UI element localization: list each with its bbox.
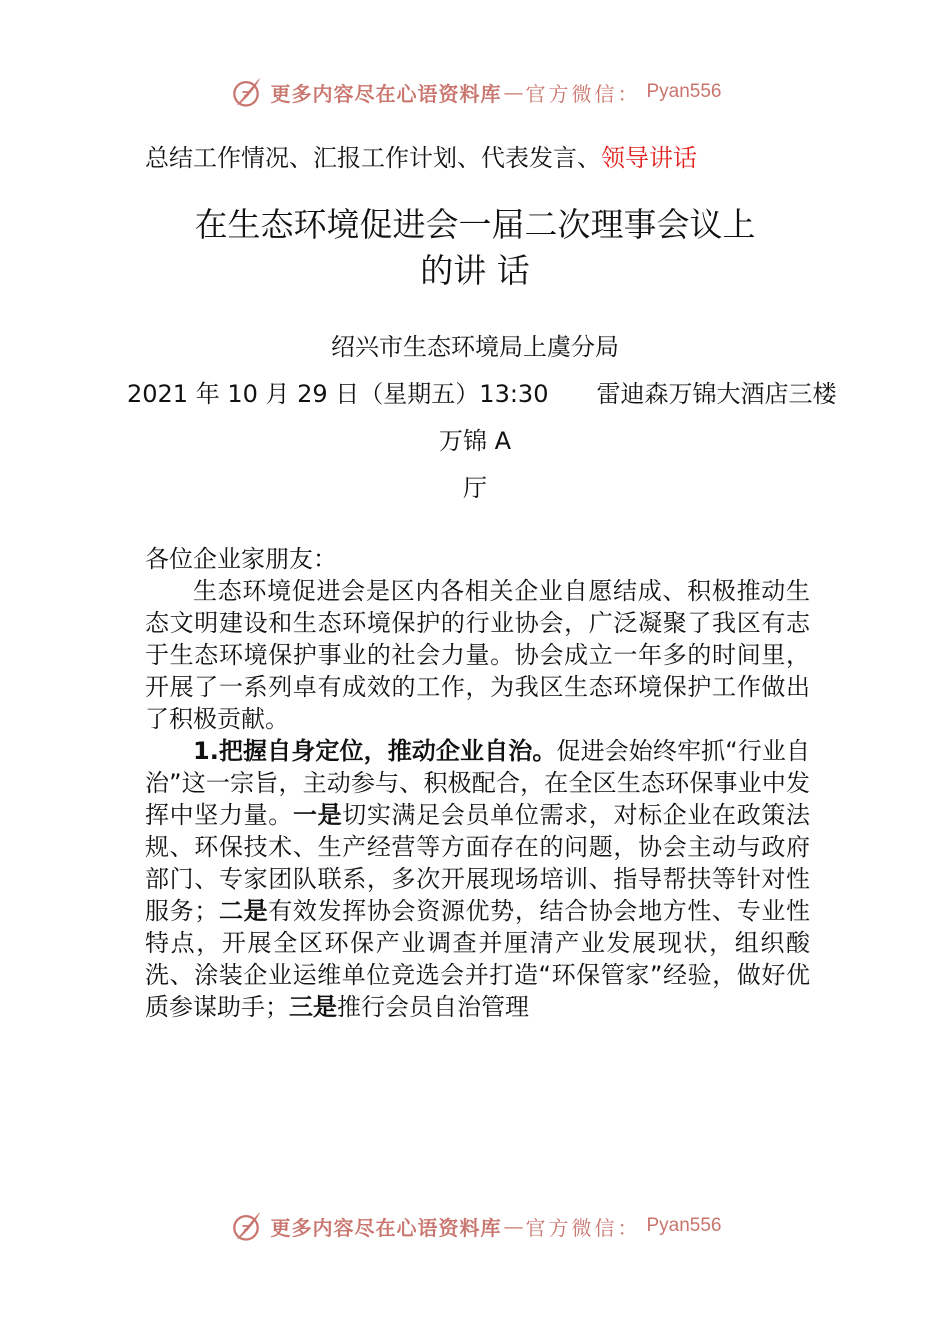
place-part-1: 雷迪森万锦大酒店三楼 <box>596 380 837 408</box>
banner-label: 官方微信： <box>525 81 641 106</box>
banner-wechat-id: Pyan556 <box>646 81 722 102</box>
category-prefix: 总结工作情况、汇报工作计划、代表发言、 <box>145 144 601 172</box>
datetime: 2021 年 10 月 29 日（星期五）13:30 <box>127 380 549 408</box>
greeting: 各位企业家朋友： <box>145 545 337 573</box>
organization: 绍兴市生态环境局上虞分局 <box>331 333 619 361</box>
paragraph-2 <box>145 735 810 1023</box>
paragraph-1: 生态环境促进会是区内各相关企业自愿结成、积极推动生态文明建设和生态环境保护的行业协会，广泛凝聚了我区有志于生态环境保护事业的社会力量。协会成立一年多的时间里，开展了一系列卓有成效的工作，为我区生态环境保护工作做出了积极贡献。 <box>145 577 810 733</box>
banner-wechat-id: Pyan556 <box>646 1215 722 1236</box>
point-label-3: 三是 <box>289 993 337 1021</box>
point-label-2: 二是 <box>218 897 269 925</box>
banner-dash: — <box>503 80 524 104</box>
point-label-1: 一是 <box>292 801 343 829</box>
banner-dash: — <box>503 1214 524 1238</box>
paragraph-2-heading: 1.把握自身定位，推动企业自治。 <box>193 737 557 765</box>
category-line <box>145 138 697 173</box>
paragraph-2-text-1: 促进会始终牢抓“行业自治”这一宗旨，主动参与、积极配合，在全区生态环保事业中发挥中坚力量。 <box>145 737 810 829</box>
title-line-1: 在生态环境促进会一届二次理事会议上 <box>194 205 756 244</box>
datetime-place-line <box>127 374 836 409</box>
header-banner <box>0 72 950 112</box>
banner-label: 官方微信： <box>525 1215 641 1240</box>
speech-body <box>145 543 810 1023</box>
paragraph-2-text-3: 有效发挥协会资源优势，结合协会地方性、专业性特点，开展全区环保产业调查并厘清产业发展现状，组织酸洗、涂装企业运维单位竞选会并打造“环保管家”经验，做好优质参谋助手； <box>145 897 811 1021</box>
title-line-2: 的讲 话 <box>420 251 530 290</box>
banner-main-text: 更多内容尽在心语资料库 <box>270 81 502 106</box>
footer-banner <box>0 1206 950 1246</box>
paragraph-2-text-4: 推行会员自治管理 <box>337 993 529 1021</box>
paragraph-2-text-2: 切实满足会员单位需求，对标企业在政策法规、环保技术、生产经营等方面存在的问题，协会主动与政府部门、专家团队联系，多次开展现场培训、指导帮扶等针对性服务； <box>145 801 811 925</box>
place-part-2: 万锦 A <box>438 427 512 455</box>
banner-main-text: 更多内容尽在心语资料库 <box>270 1215 502 1240</box>
page-title <box>100 202 850 294</box>
category-highlight: 领导讲话 <box>601 144 697 172</box>
quill-logo-icon <box>228 74 264 110</box>
quill-logo-icon <box>228 1208 264 1244</box>
place-part-3: 厅 <box>463 474 487 502</box>
